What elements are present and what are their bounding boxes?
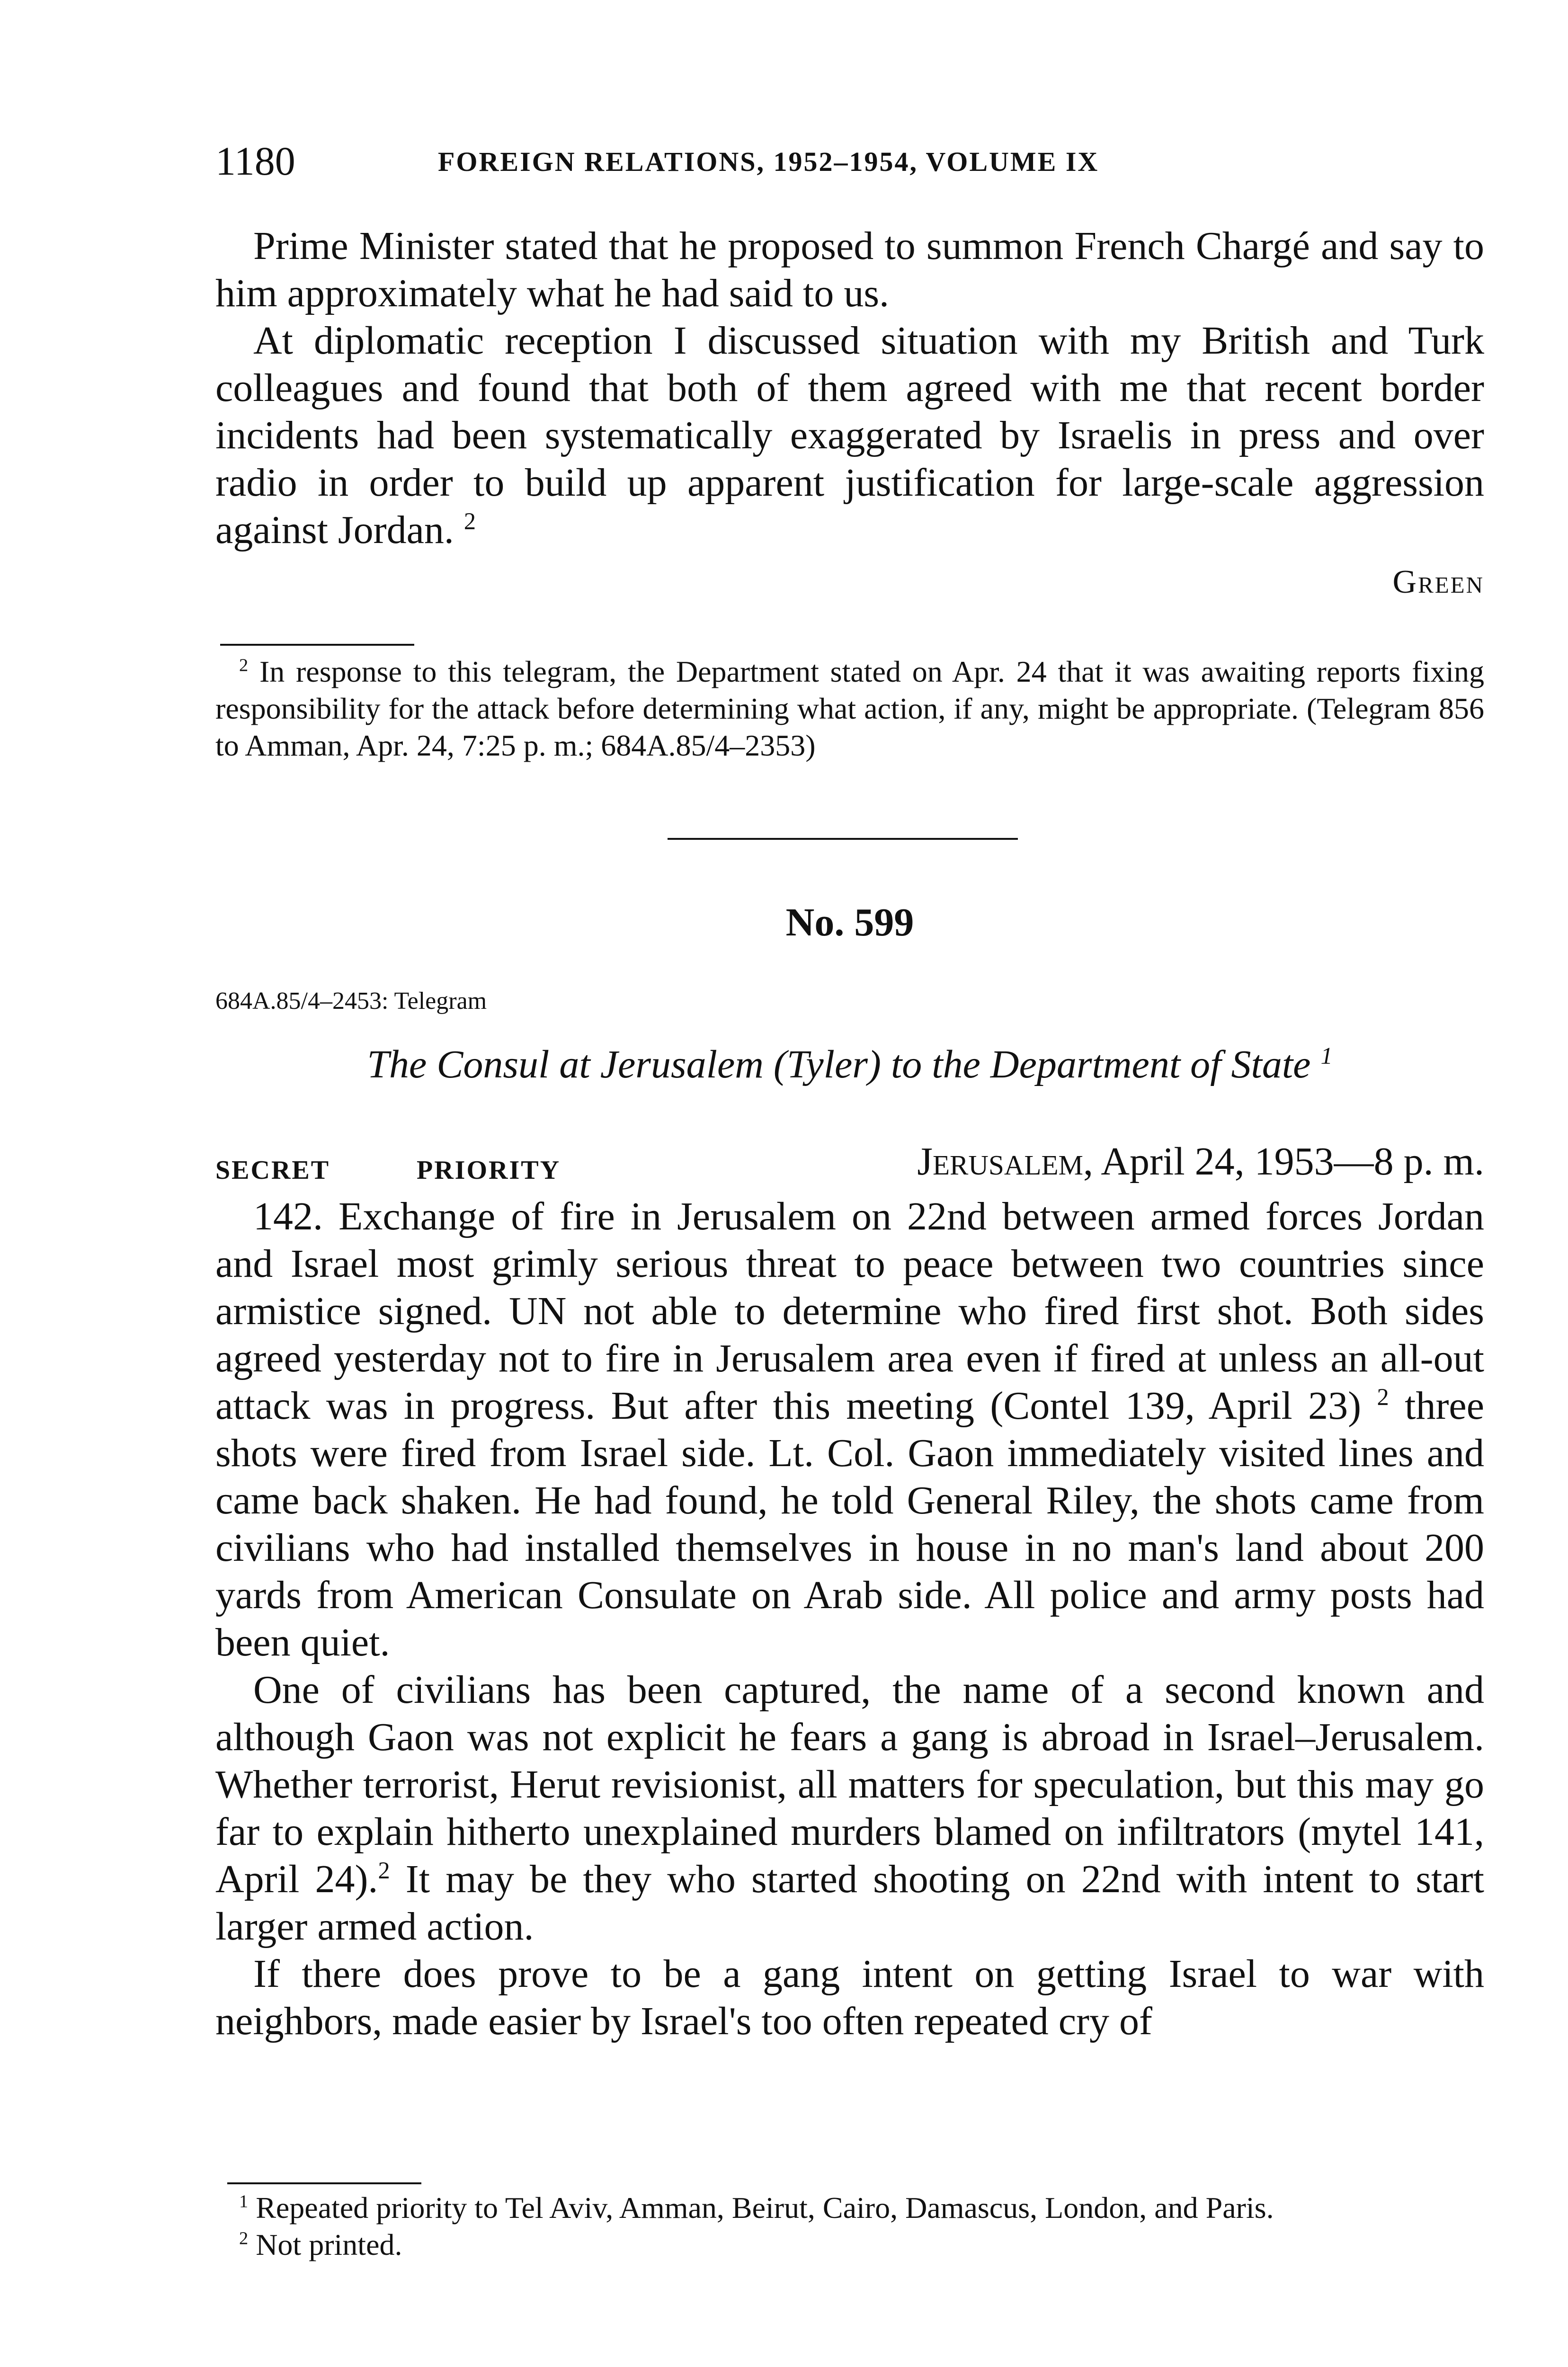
footnote-block: [215, 653, 1484, 764]
paragraph: At diplomatic reception I discussed situation with my British and Turk colleagues and found that both of them agreed with me that recent border incidents had been systematically exaggerated by Israelis in press and over radio in order to build up apparent justification for large-scale aggression against Jordan. $^2$: [215, 319, 1484, 552]
footnote-block: [215, 2189, 1484, 2263]
footnote-mark: 2: [239, 655, 249, 676]
signature: Green: [1392, 564, 1484, 600]
paragraph: One of civilians has been captured, the name of a second known and although Gaon was not explicit he fears a gang is abroad in Israel–Jerusalem. Whether terrorist, Herut revisionist, all matters for speculation, but this may go far to explain hitherto unexplained murders blamed on infiltrators (mytel 141, April 24).$^2$ It may be they who started shooting on 22nd with intent to start larger armed action.: [215, 1668, 1484, 1949]
file-reference: 684A.85/4–2453: Telegram: [215, 988, 487, 1014]
place-date: Jerusalem, April 24, 1953—8 p. m.: [917, 1139, 1484, 1184]
footnote-mark: 2: [378, 1857, 390, 1884]
page-number: 1180: [215, 138, 295, 184]
running-head: [215, 135, 1484, 187]
previous-document-text: [215, 222, 1484, 554]
signature-block: [215, 563, 1484, 615]
footnote-mark: 2: [1377, 1384, 1389, 1410]
footnote: $^2$ Not printed.: [239, 2228, 402, 2261]
document-body: [215, 1193, 1484, 2045]
footnote-rule: [220, 644, 414, 646]
section-divider: [668, 838, 1018, 840]
paragraph: 142. Exchange of fire in Jerusalem on 22nd between armed forces Jordan and Israel most grimly serious threat to peace between two countries since armistice signed. UN not able to determine who fired first shot. Both sides agreed yesterday not to fire in Jerusalem area even if fired at unless an all-out attack was in progress. But after this meeting (Contel 139, April 23) $^2$ three shots were fired from Israel side. Lt. Col. Gaon immediately visited lines and came back shaken. He had found, he told General Riley, the shots came from civilians who had installed themselves in house in no man's land about 200 yards from American Consulate on Arab side. All police and army posts had been quiet.: [215, 1194, 1485, 1664]
document-title: The Consul at Jerusalem (Tyler) to the Department of State $^1$: [367, 1042, 1333, 1086]
footnote: $^2$ In response to this telegram, the Department stated on Apr. 24 that it was awaiting reports fixing responsibility for the attack before determining what action, if any, might be appropriate. (Telegram 856 to Amman, Apr. 24, 7:25 p. m.; 684A.85/4–2353): [215, 655, 1485, 762]
classification: SECRET: [215, 1156, 330, 1185]
footnote-mark: 1: [1320, 1042, 1333, 1069]
footnote-mark: 2: [239, 2228, 249, 2249]
footnote-rule: [227, 2182, 421, 2184]
document-number: No. 599: [785, 900, 914, 944]
running-title: FOREIGN RELATIONS, 1952–1954, VOLUME IX: [438, 146, 1099, 177]
priority: PRIORITY: [417, 1156, 561, 1185]
footnote-mark: 1: [239, 2191, 249, 2212]
paragraph: Prime Minister stated that he proposed to summon French Chargé and say to him approximately what he had said to us.: [215, 224, 1484, 315]
footnote: $^1$ Repeated priority to Tel Aviv, Amman, Beirut, Cairo, Damascus, London, and Paris.: [239, 2191, 1274, 2225]
footnote-mark: 2: [463, 508, 476, 534]
paragraph: If there does prove to be a gang intent on getting Israel to war with neighbors, made easier by Israel's too often repeated cry of: [215, 1952, 1484, 2043]
